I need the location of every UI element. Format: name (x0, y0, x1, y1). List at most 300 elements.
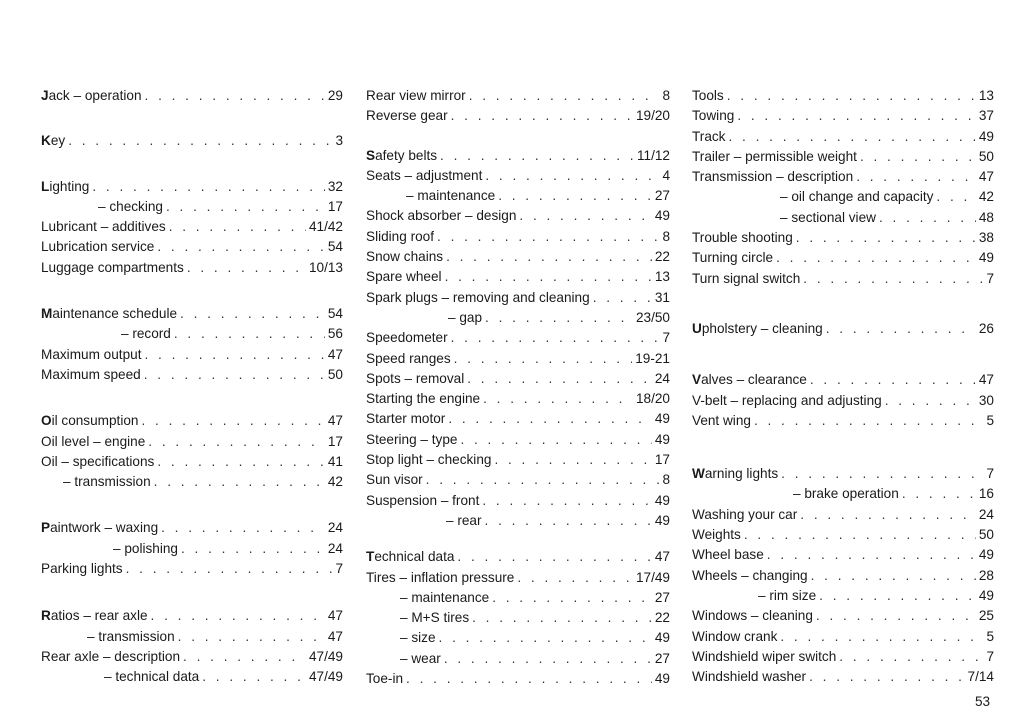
entry-page: 49 (654, 411, 670, 427)
entry-page: 8 (662, 472, 670, 488)
index-entry (366, 308, 670, 328)
entry-term: Maximum speed (41, 366, 141, 382)
dot-leader (148, 432, 325, 452)
dot-leader (472, 608, 652, 628)
entry-page: 24 (327, 540, 343, 556)
dot-leader (494, 450, 651, 470)
entry-term: – gap (448, 309, 483, 325)
entry-term: – record (121, 326, 171, 342)
index-entry (41, 324, 343, 344)
dot-leader (183, 647, 306, 667)
entry-page: 54 (327, 239, 343, 255)
dot-leader (157, 237, 325, 257)
dot-leader (181, 539, 325, 559)
dot-leader (902, 484, 976, 504)
page-number: 53 (975, 694, 991, 709)
dot-leader (482, 491, 652, 511)
entry-term: Trouble shooting (692, 230, 793, 246)
entry-term: Upholstery – cleaning (692, 320, 823, 336)
entry-term: Lubricant – additives (41, 219, 166, 235)
dot-leader (174, 324, 325, 344)
index-entry (366, 349, 670, 369)
entry-page: 49 (654, 431, 670, 447)
entry-term: Sun visor (366, 472, 423, 488)
dot-leader (92, 177, 325, 197)
entry-term: – M+S tires (400, 610, 470, 626)
index-entry (692, 586, 994, 606)
index-entry (366, 247, 670, 267)
entry-term: – sectional view (780, 209, 876, 225)
entry-page: 42 (327, 474, 343, 490)
entry-page: 47 (327, 413, 343, 429)
entry-term: Toe-in (366, 671, 404, 687)
index-entry (692, 147, 994, 167)
entry-page: 32 (327, 178, 343, 194)
dot-leader (178, 627, 325, 647)
entry-page: 47 (978, 169, 994, 185)
index-entry (692, 505, 994, 525)
entry-term: Rear view mirror (366, 88, 466, 103)
dot-leader (469, 86, 660, 106)
dot-leader (728, 127, 975, 147)
index-entry (366, 328, 670, 348)
index-entry (41, 472, 343, 492)
entry-page: 26 (978, 320, 994, 336)
entry-term: Rear axle – description (41, 648, 181, 664)
entry-page: 47 (327, 608, 343, 624)
entry-page: 24 (327, 520, 343, 536)
entry-page: 47 (978, 372, 994, 388)
entry-page: 23/50 (635, 309, 670, 325)
index-entry (41, 411, 343, 431)
entry-term: Spare wheel (366, 269, 442, 285)
entry-term: Windshield washer (692, 669, 807, 685)
entry-page: 29 (327, 88, 343, 103)
entry-term: Starting the engine (366, 391, 481, 407)
index-entry (366, 166, 670, 186)
index-entry (41, 86, 343, 106)
entry-term: Turning circle (692, 250, 774, 266)
dot-leader (767, 545, 976, 565)
index-entry (366, 86, 670, 106)
index-entry (366, 669, 670, 689)
dot-leader (860, 147, 976, 167)
entry-term: Key (41, 133, 66, 149)
dot-leader (180, 304, 325, 324)
dot-leader (936, 187, 975, 207)
index-entry (692, 525, 994, 545)
entry-term: – rear (446, 512, 482, 528)
entry-term: Seats – adjustment (366, 167, 483, 183)
entry-term: Snow chains (366, 249, 444, 265)
index-entry (41, 559, 343, 579)
entry-term: Weights (692, 527, 741, 543)
entry-term: Technical data (366, 549, 455, 565)
dot-leader (776, 248, 976, 268)
index-entry (692, 627, 994, 647)
dot-leader (460, 430, 651, 450)
index-entry (41, 627, 343, 647)
dot-leader (885, 391, 976, 411)
entry-page: 7 (986, 466, 994, 482)
dot-leader (445, 267, 652, 287)
entry-term: Maximum output (41, 346, 142, 362)
dot-leader (457, 547, 651, 567)
entry-term: Warning lights (692, 466, 779, 482)
index-entry (692, 86, 994, 106)
entry-term: Stop light – checking (366, 452, 492, 468)
entry-page: 8 (662, 228, 670, 244)
entry-term: – transmission (63, 474, 151, 490)
index-entry (692, 228, 994, 248)
index-entry (366, 409, 670, 429)
entry-page: 3 (335, 133, 343, 149)
index-entry (366, 206, 670, 226)
index-entry (692, 319, 994, 339)
entry-term: Transmission – description (692, 169, 854, 185)
index-entry (692, 391, 994, 411)
entry-term: Paintwork – waxing (41, 520, 159, 536)
index-column-3 (692, 86, 994, 687)
entry-page: 24 (978, 506, 994, 522)
dot-leader (856, 167, 976, 187)
dot-leader (144, 345, 324, 365)
entry-term: – transmission (87, 628, 175, 644)
entry-page: 47 (327, 346, 343, 362)
entry-page: 56 (327, 326, 343, 342)
entry-page: 16 (978, 486, 994, 502)
entry-term: Sliding roof (366, 228, 435, 244)
entry-term: Steering – type (366, 431, 458, 447)
entry-page: 31 (654, 289, 670, 305)
dot-leader (451, 106, 633, 126)
entry-page: 47 (327, 628, 343, 644)
entry-page: 22 (654, 610, 670, 626)
entry-term: Valves – clearance (692, 372, 807, 388)
index-entry (692, 411, 994, 431)
entry-page: 50 (978, 527, 994, 543)
index-entry (366, 186, 670, 206)
index-entry (692, 208, 994, 228)
entry-page: 49 (978, 128, 994, 144)
index-entry (366, 588, 670, 608)
entry-term: – size (400, 630, 436, 646)
entry-term: Window crank (692, 628, 778, 644)
index-column-1 (41, 86, 343, 688)
index-entry (41, 131, 343, 151)
entry-page: 5 (986, 412, 994, 428)
index-entry (692, 269, 994, 289)
entry-page: 7 (986, 648, 994, 664)
entry-page: 38 (978, 230, 994, 246)
dot-leader (826, 319, 976, 339)
dot-leader (593, 288, 652, 308)
dot-leader (744, 525, 976, 545)
dot-leader (454, 349, 633, 369)
dot-leader (780, 627, 983, 647)
index-entry (692, 106, 994, 126)
entry-page: 41/42 (308, 219, 343, 235)
entry-term: – maintenance (406, 188, 496, 204)
dot-leader (467, 369, 652, 389)
index-entry (692, 167, 994, 187)
dot-leader (803, 269, 983, 289)
entry-page: 25 (978, 608, 994, 624)
entry-page: 13 (654, 269, 670, 285)
entry-page: 18/20 (635, 391, 670, 407)
entry-term: Ratios – rear axle (41, 608, 148, 624)
entry-term: Wheels – changing (692, 567, 808, 583)
entry-page: 49 (654, 630, 670, 646)
entry-page: 22 (654, 249, 670, 265)
entry-term: Trailer – permissible weight (692, 148, 857, 164)
dot-leader (492, 588, 652, 608)
entry-page: 50 (327, 366, 343, 382)
dot-leader (437, 227, 659, 247)
dot-leader (485, 308, 633, 328)
index-entry (692, 566, 994, 586)
entry-term: Jack – operation (41, 88, 142, 103)
entry-term: Wheel base (692, 547, 764, 563)
entry-page: 42 (978, 189, 994, 205)
index-entry (692, 647, 994, 667)
entry-term: – maintenance (400, 589, 490, 605)
dot-leader (781, 464, 983, 484)
entry-term: – oil change and capacity (780, 189, 934, 205)
entry-page: 50 (978, 148, 994, 164)
entry-term: – brake operation (793, 486, 899, 502)
entry-page: 49 (978, 587, 994, 603)
entry-page: 54 (327, 306, 343, 322)
dot-leader (169, 217, 306, 237)
dot-leader (154, 472, 325, 492)
dot-leader (737, 106, 976, 126)
dot-leader (451, 328, 660, 348)
entry-term: Oil consumption (41, 413, 139, 429)
index-entry (41, 452, 343, 472)
entry-term: Tools (692, 88, 724, 103)
entry-term: Spark plugs – removing and cleaning (366, 289, 590, 305)
entry-term: Speed ranges (366, 350, 451, 366)
entry-page: 5 (986, 628, 994, 644)
dot-leader (498, 186, 652, 206)
dot-leader (444, 649, 652, 669)
index-entry (692, 606, 994, 626)
index-entry (692, 248, 994, 268)
entry-page: 17 (327, 433, 343, 449)
entry-page: 7 (662, 330, 670, 346)
index-entry (366, 146, 670, 166)
entry-term: Tires – inflation pressure (366, 569, 515, 585)
entry-term: Luggage compartments (41, 259, 184, 275)
entry-page: 27 (654, 650, 670, 666)
dot-leader (810, 370, 976, 390)
dot-leader (796, 228, 976, 248)
index-entry (366, 568, 670, 588)
index-entry (41, 197, 343, 217)
dot-leader (485, 166, 659, 186)
entry-page: 48 (978, 209, 994, 225)
entry-term: V-belt – replacing and adjusting (692, 392, 882, 408)
index-entry (41, 177, 343, 197)
dot-leader (406, 669, 652, 689)
index-entry (692, 464, 994, 484)
dot-leader (819, 586, 976, 606)
index-entry (692, 370, 994, 390)
entry-page: 17/49 (635, 569, 670, 585)
index-entry (366, 106, 670, 126)
dot-leader (485, 511, 652, 531)
index-entry (366, 430, 670, 450)
dot-leader (811, 566, 976, 586)
dot-leader (145, 86, 325, 106)
dot-leader (517, 568, 633, 588)
index-entry (366, 608, 670, 628)
index-entry (692, 484, 994, 504)
dot-leader (166, 197, 325, 217)
entry-page: 24 (654, 370, 670, 386)
entry-page: 13 (978, 88, 994, 103)
entry-page: 28 (978, 567, 994, 583)
entry-term: – rim size (758, 587, 817, 603)
entry-page: 7/14 (967, 669, 994, 685)
entry-term: Windows – cleaning (692, 608, 813, 624)
index-entry (692, 187, 994, 207)
entry-term: Suspension – front (366, 492, 480, 508)
entry-term: Starter motor (366, 411, 446, 427)
entry-page: 7 (986, 270, 994, 286)
index-entry (41, 258, 343, 278)
entry-page: 8 (662, 88, 670, 103)
entry-page: 49 (978, 250, 994, 266)
entry-page: 47/49 (308, 648, 343, 664)
entry-page: 49 (654, 671, 670, 687)
entry-page: 49 (654, 208, 670, 224)
index-entry (41, 606, 343, 626)
entry-term: Speedometer (366, 330, 448, 346)
entry-term: Lighting (41, 178, 90, 194)
dot-leader (151, 606, 325, 626)
index-entry (366, 369, 670, 389)
dot-leader (727, 86, 976, 106)
index-entry (366, 470, 670, 490)
index-entry (366, 628, 670, 648)
entry-term: Lubrication service (41, 239, 155, 255)
entry-page: 10/13 (308, 259, 343, 275)
index-entry (366, 491, 670, 511)
index-entry (41, 365, 343, 385)
entry-page: 49 (978, 547, 994, 563)
index-entry (366, 547, 670, 567)
index-column-2 (366, 86, 670, 689)
dot-leader (754, 411, 983, 431)
index-entry (41, 518, 343, 538)
entry-page: 19/20 (635, 108, 670, 124)
dot-leader (426, 470, 660, 490)
entry-page: 41 (327, 453, 343, 469)
index-entry (366, 511, 670, 531)
index-entry (41, 647, 343, 667)
dot-leader (800, 505, 976, 525)
dot-leader (161, 518, 325, 538)
dot-leader (144, 365, 325, 385)
entry-page: 37 (978, 108, 994, 124)
entry-page: 47/49 (308, 669, 343, 685)
index-entry (366, 288, 670, 308)
dot-leader (439, 628, 652, 648)
dot-leader (202, 667, 306, 687)
dot-leader (809, 667, 964, 687)
dot-leader (157, 452, 325, 472)
index-entry (41, 667, 343, 687)
entry-term: Windshield wiper switch (692, 648, 837, 664)
dot-leader (68, 131, 332, 151)
entry-page: 11/12 (636, 147, 670, 163)
index-entry (692, 127, 994, 147)
entry-page: 17 (654, 452, 670, 468)
entry-term: Safety belts (366, 147, 438, 163)
entry-term: – checking (98, 198, 163, 214)
dot-leader (141, 411, 324, 431)
index-entry (41, 432, 343, 452)
dot-leader (483, 389, 633, 409)
index-entry (366, 227, 670, 247)
index-entry (366, 649, 670, 669)
dot-leader (448, 409, 652, 429)
entry-page: 19-21 (635, 350, 670, 366)
entry-term: Oil – specifications (41, 453, 155, 469)
dot-leader (440, 146, 634, 166)
index-entry (366, 267, 670, 287)
entry-term: Parking lights (41, 561, 123, 577)
dot-leader (816, 606, 976, 626)
entry-term: Spots – removal (366, 370, 465, 386)
index-entry (41, 345, 343, 365)
entry-term: Shock absorber – design (366, 208, 517, 224)
entry-page: 17 (327, 198, 343, 214)
entry-term: Maintenance schedule (41, 306, 178, 322)
entry-page: 49 (654, 512, 670, 528)
index-entry (692, 667, 994, 687)
dot-leader (879, 208, 976, 228)
entry-term: – polishing (113, 540, 178, 556)
entry-page: 49 (654, 492, 670, 508)
entry-term: Track (692, 128, 726, 144)
dot-leader (446, 247, 652, 267)
index-entry (366, 389, 670, 409)
entry-page: 27 (654, 589, 670, 605)
entry-term: Reverse gear (366, 108, 448, 124)
index-entry (41, 237, 343, 257)
entry-term: – wear (400, 650, 441, 666)
index-entry (41, 304, 343, 324)
entry-page: 30 (978, 392, 994, 408)
entry-term: Turn signal switch (692, 270, 801, 286)
entry-term: Oil level – engine (41, 433, 146, 449)
entry-page: 47 (654, 549, 670, 565)
entry-page: 27 (654, 188, 670, 204)
entry-page: 4 (662, 167, 670, 183)
index-entry (41, 539, 343, 559)
entry-term: – technical data (104, 669, 200, 685)
entry-term: Vent wing (692, 412, 751, 428)
dot-leader (519, 206, 651, 226)
dot-leader (839, 647, 983, 667)
entry-term: Washing your car (692, 506, 798, 522)
index-entry (692, 545, 994, 565)
entry-page: 7 (335, 561, 343, 577)
dot-leader (126, 559, 333, 579)
